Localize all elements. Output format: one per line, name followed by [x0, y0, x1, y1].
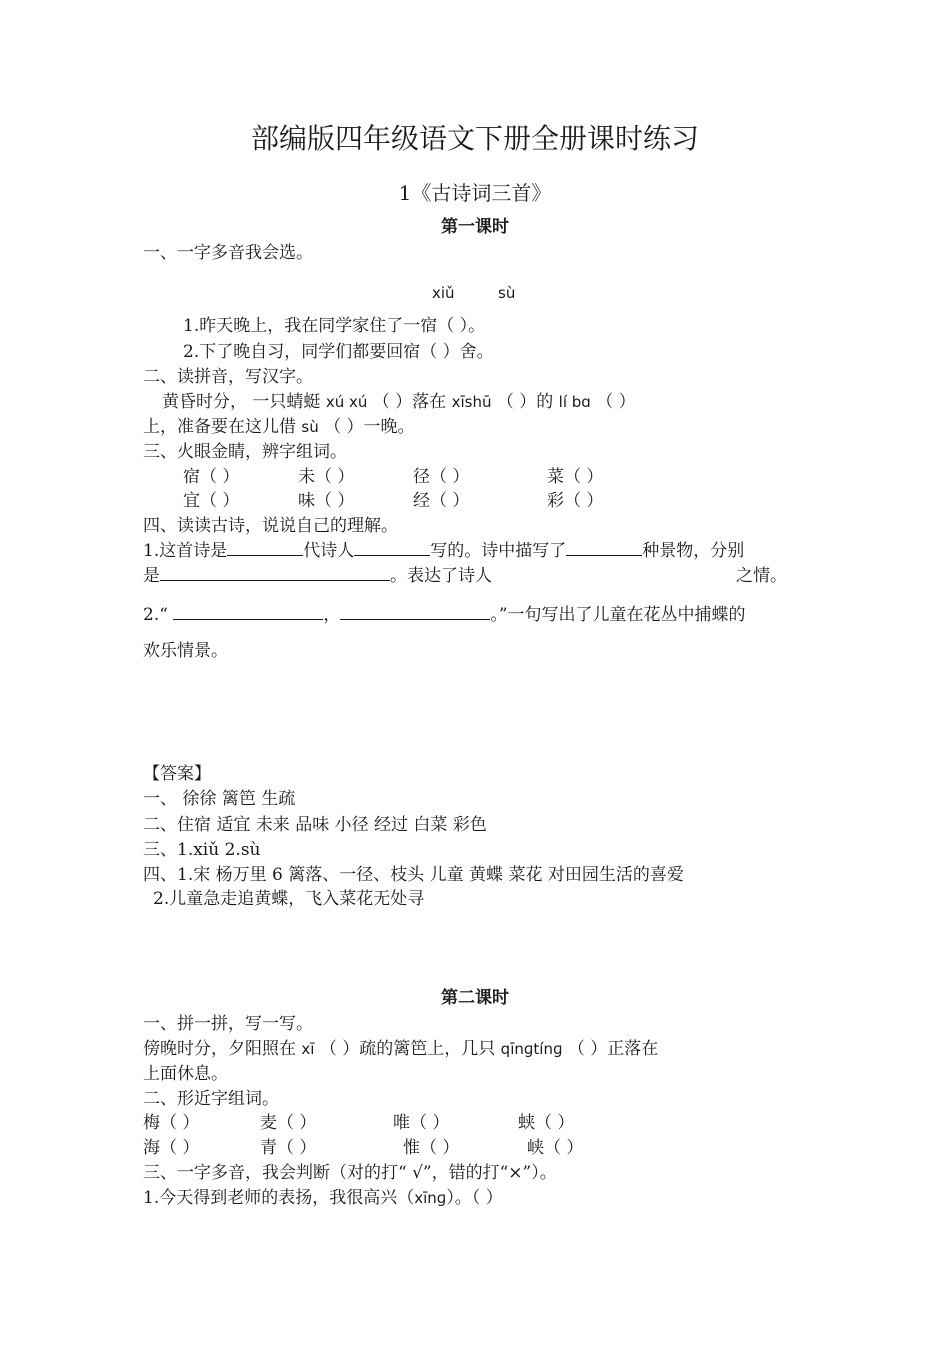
l1-q2-line2	[143, 416, 415, 438]
text: 。”一句写出了儿童在花丛中捕蝶的	[490, 605, 746, 625]
answer-blank[interactable]	[227, 541, 303, 556]
text: 。表达了诗人	[390, 566, 492, 586]
l1-q1-title: 一、一字多音我会选。	[143, 243, 313, 263]
l2-q3-item1	[143, 1187, 503, 1209]
text: （ ）一晚。	[324, 417, 415, 437]
document-title: 部编版四年级语文下册全册课时练习	[250, 122, 699, 155]
text: （ ）	[596, 392, 636, 412]
pinyin: xīshū	[451, 393, 492, 411]
l1-q3-r1c2: 未（ ）	[298, 467, 355, 487]
l1-q1-item1: 1.昨天晚上，我在同学家住了一宿（ ）。	[183, 316, 486, 336]
lesson1-heading: 第一课时	[441, 217, 509, 237]
text: 2.“	[143, 605, 168, 625]
l2-q3-title: 三、一字多音，我会判断（对的打“ √”，错的打“×”）。	[143, 1163, 557, 1183]
pinyin: lí bɑ	[558, 393, 591, 411]
l1-q4-item2-line2: 欢乐情景。	[143, 641, 228, 661]
l1-q4-item1-end: 之情。	[736, 566, 787, 586]
l2-q1-line2: 上面休息。	[143, 1064, 228, 1084]
lesson2-heading: 第二课时	[441, 988, 509, 1008]
pinyin: qīnɡtínɡ	[500, 1040, 563, 1058]
l1-q4-item1-line1	[143, 540, 744, 562]
answer-blank[interactable]	[566, 541, 642, 556]
l1-q3-r2c1: 宜（ ）	[183, 491, 240, 511]
l2-q2-r2c4: 峡（ ）	[527, 1138, 584, 1158]
text: 上，准备要在这儿借	[143, 417, 296, 437]
text: 是	[143, 566, 160, 586]
l1-q4-title: 四、读读古诗，说说自己的理解。	[143, 516, 398, 536]
text: 1.今天得到老师的表扬，我很高兴（	[143, 1188, 415, 1208]
l1-q2-line1	[162, 391, 636, 413]
pinyin: sù	[301, 418, 319, 436]
l2-q2-r1c1: 梅（ ）	[143, 1113, 200, 1133]
l1-q1-item2: 2.下了晚自习，同学们都要回宿（ ）舍。	[183, 342, 494, 362]
l2-q2-r1c3: 唯（ ）	[393, 1113, 450, 1133]
text: 傍晚时分，夕阳照在	[143, 1039, 296, 1059]
l2-q2-r2c1: 海（ ）	[143, 1138, 200, 1158]
text: 写的。诗中描写了	[430, 541, 567, 561]
l2-q2-r1c2: 麦（ ）	[260, 1113, 317, 1133]
text: 种景物，分别	[642, 541, 745, 561]
l1-q1-pinyin-a: xiǔ	[432, 284, 455, 302]
text: （ ）落在	[372, 392, 447, 412]
text: 黄昏时分， 一只蜻蜓	[162, 392, 321, 412]
l2-q1-line1	[143, 1038, 658, 1060]
text: （ ）正落在	[567, 1039, 659, 1059]
answers-line1: 一、 徐徐 篱笆 生疏	[143, 789, 296, 809]
l1-q1-pinyin-b: sù	[498, 284, 516, 302]
text: （ ）的	[496, 392, 554, 412]
answer-blank[interactable]	[340, 605, 490, 620]
pinyin: xú xú	[325, 393, 368, 411]
l1-q3-r1c3: 径（ ）	[413, 467, 470, 487]
l1-q3-r2c2: 味（ ）	[298, 491, 355, 511]
answer-blank[interactable]	[160, 566, 390, 581]
l1-q3-title: 三、火眼金睛，辨字组词。	[143, 442, 347, 462]
l1-q4-item2-line1	[143, 604, 746, 626]
answers-line5: 2.儿童急走追黄蝶，飞入菜花无处寻	[153, 889, 425, 909]
answers-heading: 【答案】	[143, 764, 211, 784]
text: 1.这首诗是	[143, 541, 228, 561]
unit-title: 1《古诗词三首》	[398, 181, 552, 205]
l1-q4-item1-line2	[143, 565, 492, 587]
pinyin: xīnɡ	[414, 1189, 447, 1207]
text: ，	[323, 605, 341, 625]
pinyin: xī	[301, 1040, 315, 1058]
answer-blank[interactable]	[173, 605, 323, 620]
l2-q2-r1c4: 蛱（ ）	[518, 1113, 575, 1133]
l2-q2-title: 二、形近字组词。	[143, 1089, 279, 1109]
l1-q2-title: 二、读拼音，写汉字。	[143, 367, 313, 387]
text: 代诗人	[303, 541, 355, 561]
text: ）。（ ）	[446, 1188, 503, 1208]
answer-blank[interactable]	[354, 541, 430, 556]
l2-q1-title: 一、拼一拼，写一写。	[143, 1014, 313, 1034]
l1-q3-r1c1: 宿（ ）	[183, 467, 240, 487]
l2-q2-r2c2: 青（ ）	[260, 1138, 317, 1158]
text: （ ）疏的篱笆上，几只	[319, 1039, 496, 1059]
l1-q3-r1c4: 菜（ ）	[547, 467, 604, 487]
l2-q2-r2c3: 惟（ ）	[403, 1138, 460, 1158]
l1-q3-r2c3: 经（ ）	[413, 491, 470, 511]
answers-line3: 三、1.xiǔ 2.sù	[143, 840, 261, 860]
answers-line4: 四、1.宋 杨万里 6 篱落、一径、枝头 儿童 黄蝶 菜花 对田园生活的喜爱	[143, 865, 684, 885]
l1-q3-r2c4: 彩（ ）	[547, 491, 604, 511]
answers-line2: 二、住宿 适宜 未来 品味 小径 经过 白菜 彩色	[143, 815, 487, 835]
